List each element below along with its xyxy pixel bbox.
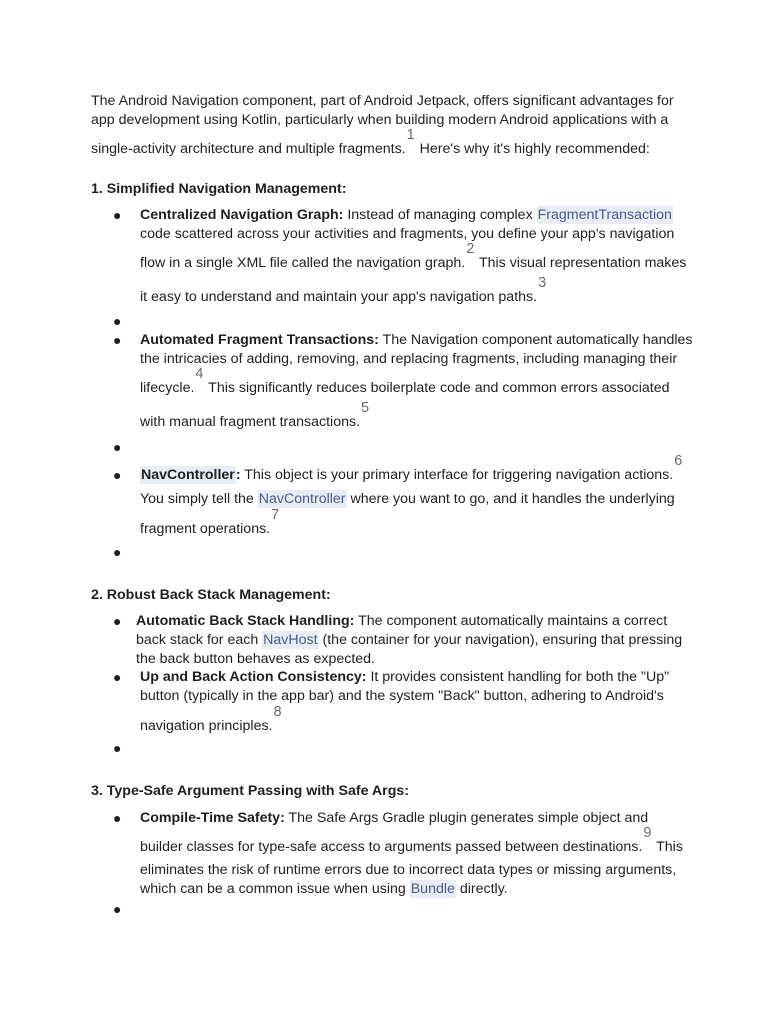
bullet-icon: ● [113, 467, 122, 483]
citation-marker[interactable]: 2 [466, 241, 475, 257]
code-span: FragmentTransaction [537, 207, 672, 223]
list-item-line [140, 241, 687, 271]
item-label: NavController [141, 467, 235, 483]
text: This significantly reduces boilerplate code and common errors associated [204, 380, 670, 396]
text: back stack for each [136, 632, 263, 648]
text: app development using Kotlin, particularly when building modern Android applications with a [91, 112, 669, 128]
list-item-line [140, 862, 676, 878]
list-item-line [140, 351, 677, 367]
section-heading: 1. Simplified Navigation Management: [91, 181, 347, 197]
text: fragment operations. [140, 521, 271, 537]
list-item-line [140, 669, 669, 685]
list-item-line [140, 881, 508, 897]
item-label: Up and Back Action Consistency: [140, 669, 367, 685]
citation-marker[interactable]: 3 [538, 275, 547, 291]
text: builder classes for type-safe access to arguments passed between destinations. [140, 839, 643, 855]
bullet-icon: ● [113, 669, 122, 685]
text: single-activity architecture and multiple fragments. [91, 141, 406, 157]
text: Here's why it's highly recommended: [415, 141, 650, 157]
text: You simply tell the [140, 491, 258, 507]
text: lifecycle. [140, 380, 195, 396]
section-heading: 2. Robust Back Stack Management: [91, 587, 331, 603]
text: This object is your primary interface for triggering navigation actions. [240, 467, 674, 483]
text: This [652, 839, 683, 855]
citation-marker[interactable]: 4 [195, 366, 204, 382]
item-label: Centralized Navigation Graph: [140, 207, 344, 223]
intro-line [91, 112, 668, 128]
bullet-icon: ● [113, 901, 122, 917]
intro-line [91, 127, 650, 157]
text: where you want to go, and it handles the underlying [346, 491, 675, 507]
text: The Safe Args Gradle plugin generates simple object and [284, 810, 649, 826]
list-item-line [140, 704, 283, 734]
citation-marker[interactable]: 5 [361, 400, 370, 416]
text: (the container for your navigation), ensuring that pressing [318, 632, 683, 648]
citation-marker[interactable]: 1 [406, 127, 415, 143]
list-item-line [140, 207, 673, 223]
citation-marker[interactable]: 9 [643, 825, 652, 841]
list-item-line [140, 332, 693, 348]
text: the back button behaves as expected. [136, 651, 375, 667]
list-item-line [140, 491, 675, 507]
bullet-icon: ● [113, 810, 122, 826]
item-label: Automated Fragment Transactions: [140, 332, 379, 348]
list-item-line [140, 366, 670, 396]
list-item-line [136, 613, 667, 629]
text: button (typically in the app bar) and the system "Back" button, adhering to Android's [140, 688, 664, 704]
code-span: Bundle [410, 881, 455, 897]
text: The component automatically maintains a correct [354, 613, 668, 629]
bullet-icon: ● [113, 332, 122, 348]
text: The Navigation component automatically handles [378, 332, 693, 348]
section-heading: 3. Type-Safe Argument Passing with Safe Args: [91, 783, 409, 799]
text: code scattered across your activities and fragments, you define your app's navigation [140, 226, 675, 242]
bullet-icon: ● [113, 439, 122, 455]
list-item-line [140, 400, 370, 430]
bullet-icon: ● [113, 313, 122, 329]
item-label: Automatic Back Stack Handling: [136, 613, 355, 629]
text: with manual fragment transactions. [140, 414, 361, 430]
text: The Android Navigation component, part of Android Jetpack, offers significant advantages for [91, 93, 674, 109]
text: the intricacies of adding, removing, and replacing fragments, including managing their [140, 351, 678, 367]
list-item-line [140, 226, 674, 242]
text: it easy to understand and maintain your app's navigation paths. [140, 289, 538, 305]
bullet-icon: ● [113, 613, 122, 629]
text: eliminates the risk of runtime errors due to incorrect data types or missing arguments, [140, 862, 677, 878]
citation-marker[interactable]: 6 [674, 453, 683, 469]
code-span: NavHost [263, 632, 318, 648]
text: directly. [455, 881, 508, 897]
bullet-icon: ● [113, 740, 122, 756]
list-item-line [140, 275, 547, 305]
bullet-icon: ● [113, 544, 122, 560]
item-label: Compile-Time Safety: [140, 810, 285, 826]
text: which can be a common issue when using [140, 881, 410, 897]
intro-line [91, 93, 674, 109]
text: This visual representation makes [475, 255, 687, 271]
citation-marker[interactable]: 7 [271, 507, 280, 523]
list-item-line [140, 825, 683, 855]
list-item-line [136, 651, 375, 667]
list-item-line [136, 632, 682, 648]
list-item-line [140, 688, 664, 704]
citation-marker[interactable]: 8 [273, 704, 282, 720]
text: flow in a single XML file called the navigation graph. [140, 255, 466, 271]
text: navigation principles. [140, 718, 273, 734]
bullet-icon: ● [113, 207, 122, 223]
list-item-line [140, 453, 683, 483]
item-label-colon: : [235, 467, 241, 483]
list-item-line [140, 810, 648, 826]
code-span: NavController [258, 491, 346, 507]
list-item-line [140, 507, 280, 537]
text: It provides consistent handling for both the "Up" [366, 669, 670, 685]
text: Instead of managing complex [343, 207, 537, 223]
